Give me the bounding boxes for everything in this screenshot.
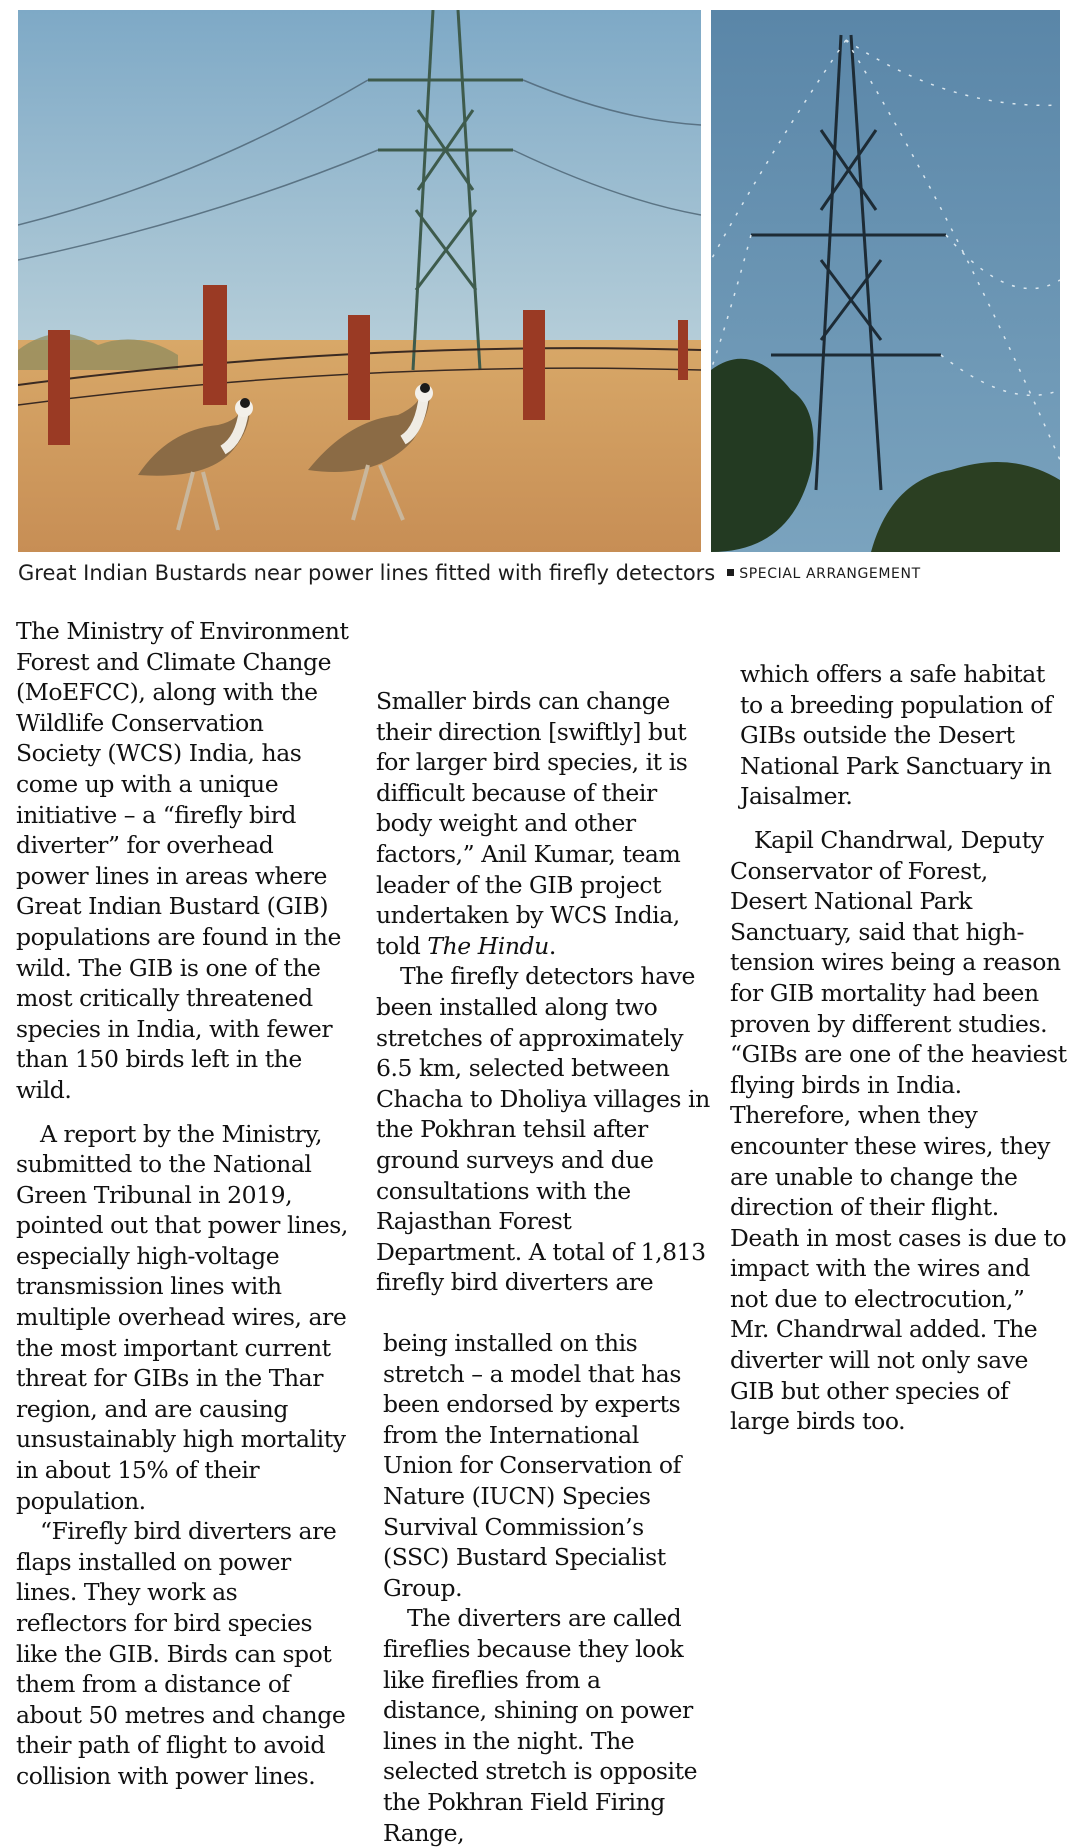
article-column-2-continued [383,1328,710,1848]
paragraph-iucn: being installed on this stretch – a model that has been endorsed by experts from the International Union for Conservation of Nature (IUCN) Species Survival Commission’s (SSC) Bustard Specialist Group. [383,1329,681,1602]
caption-text: Great Indian Bustards near power lines fitted with firefly detectors [18,561,716,585]
paragraph-safe-habitat: which offers a safe habitat to a breeding population of GIBs outside the Desert National Park Sanctuary in Jaisalmer. [740,660,1053,811]
article-column-1 [16,616,351,1792]
paragraph-smaller-birds: Smaller birds can change their direction [swiftly] but for larger bird species, it is difficult because of their body weight and other factors,” Anil Kumar, team leader of the GIB project undertaken by WCS India, told The Hindu. [376,687,688,960]
paragraph-chandrwal-quote: Kapil Chandrwal, Deputy Conservator of Forest, Desert National Park Sanctuary, said that high-tension wires being a reason for GIB mortality had been proven by different studies. “GIBs are one of the heaviest flying birds in India. Therefore, when they encounter these wires, they are unable to change the direction of their flight. Death in most cases is due to impact with the wires and not due to electrocution,” Mr. Chandrwal added. The diverter will not only save GIB but other species of large birds too. [730,825,1067,1436]
article-column-2 [376,686,710,1298]
article-column-3 [730,659,1067,1437]
photo-caption [18,561,1058,591]
photo-credit: SPECIAL ARRANGEMENT [739,566,921,582]
photo-tower-diverters [711,10,1060,552]
paragraph-installation: The firefly detectors have been installed along two stretches of approximately 6.5 km, selected between Chacha to Dholiya villages in the Pokhran tehsil after ground surveys and due consultations with the Rajasthan Forest Department. A total of 1,813 firefly bird diverters are [376,962,710,1297]
tower-illustration [711,10,1060,552]
credit-square-icon [727,569,734,576]
paragraph-firefly-quote: “Firefly bird diverters are flaps installed on power lines. They work as reflectors for bird species like the GIB. Birds can spot them from a distance of about 50 metres and change their path of flight to avoid collision with power lines. [16,1517,346,1790]
paragraph-intro: The Ministry of Environment Forest and Climate Change (MoEFCC), along with the Wildlife Conservation Society (WCS) India, has come up with a unique initiative – a “firefly bird diverter” for overhead power lines in areas where Great Indian Bustard (GIB) populations are found in the wild. The GIB is one of the most critically threatened species in India, with fewer than 150 birds left in the wild. [16,617,349,1104]
photo-bustards [18,10,701,552]
bustards-illustration [18,10,701,552]
publication-name: The Hindu [427,931,549,960]
paragraph-diverters-name: The diverters are called fireflies because they look like fireflies from a distance, shining on power lines in the night. The selected stretch is opposite the Pokhran Field Firing Range, [383,1604,698,1847]
paragraph-ministry-report: A report by the Ministry, submitted to the National Green Tribunal in 2019, pointed out that power lines, especially high-voltage transmission lines with multiple overhead wires, are the most important current threat for GIBs in the Thar region, and are causing unsustainably high mortality in about 15% of their population. [16,1119,348,1515]
